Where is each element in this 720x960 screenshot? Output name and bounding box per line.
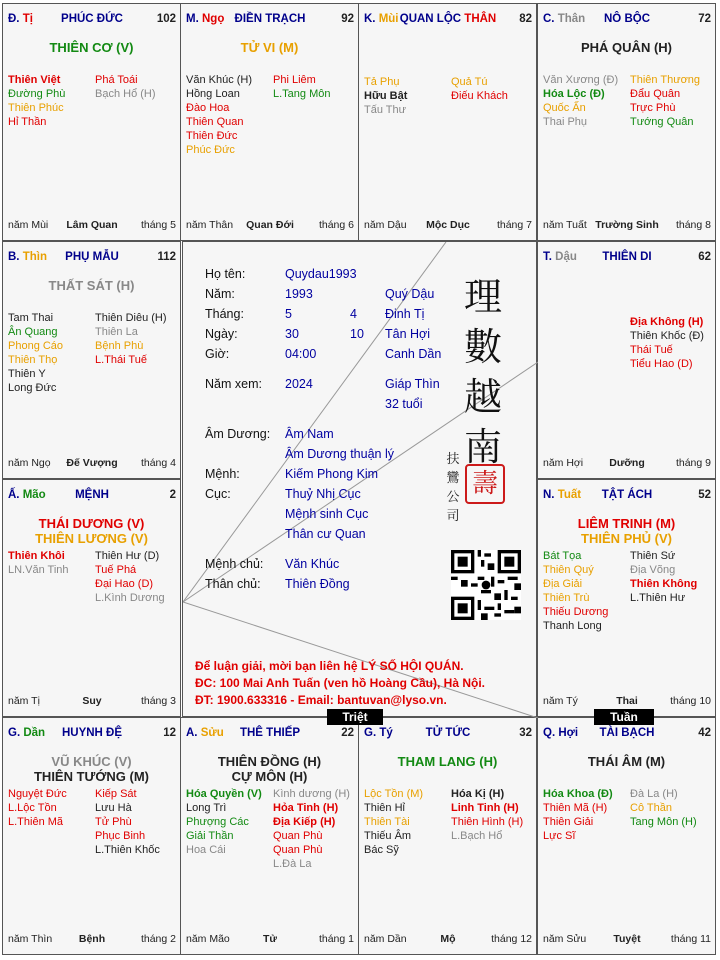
branch-label: Ấ. Mão bbox=[8, 489, 46, 501]
star-item: Quan Phù bbox=[273, 844, 323, 856]
star-item: Văn Xương (Đ) bbox=[543, 74, 619, 86]
star-item: Long Đức bbox=[8, 382, 57, 394]
stars-left bbox=[8, 787, 67, 829]
main-stars bbox=[3, 40, 180, 55]
year-label: năm Mão bbox=[186, 933, 230, 945]
star-item: Hoa Cái bbox=[186, 844, 226, 856]
calligraphy-subtext: 扶 鸞 公 司 bbox=[446, 452, 460, 524]
star-item: L.Kình Dương bbox=[95, 592, 165, 604]
horoscope-chart bbox=[2, 3, 716, 957]
bureau-value: Thuỷ Nhị Cục bbox=[285, 487, 361, 501]
palace-number: 52 bbox=[698, 489, 711, 501]
branch-label: K. Mùi bbox=[364, 13, 399, 25]
star-item: Phúc Đức bbox=[186, 144, 235, 156]
star-item: Thanh Long bbox=[543, 620, 602, 632]
star-item: Bệnh Phù bbox=[95, 340, 144, 352]
year-label: năm Dần bbox=[364, 933, 407, 945]
main-stars bbox=[3, 754, 180, 784]
month-canchi: Đinh Tị bbox=[385, 307, 425, 321]
stars-left bbox=[364, 787, 423, 857]
year-label: năm Hợi bbox=[543, 457, 584, 469]
star-item: Đẩu Quân bbox=[630, 88, 681, 100]
month-label: tháng 9 bbox=[675, 457, 711, 469]
stars-left bbox=[543, 549, 608, 633]
star-item: Tả Phụ bbox=[364, 76, 400, 88]
star-item: Hóa Khoa (Đ) bbox=[543, 788, 613, 800]
palace-number: 42 bbox=[698, 727, 711, 739]
main-star: VŨ KHÚC (V) bbox=[51, 754, 132, 769]
month-label: tháng 11 bbox=[670, 933, 711, 945]
star-item: Kình dương (H) bbox=[273, 788, 350, 800]
stage-label: Trường Sinh bbox=[595, 219, 659, 231]
stage-label: Bệnh bbox=[78, 933, 106, 945]
palace-number: 102 bbox=[156, 13, 176, 25]
star-item: Thiên Tài bbox=[364, 816, 410, 828]
month-label: tháng 6 bbox=[318, 219, 354, 231]
year-canchi: Quý Dậu bbox=[385, 287, 435, 301]
star-item: Thai Phụ bbox=[543, 116, 588, 128]
contact-line-3: ĐT: 1900.633316 - Email: bantuvan@lyso.vn. bbox=[195, 693, 447, 707]
star-item: Long Trì bbox=[186, 802, 227, 814]
destiny-value: Kiếm Phong Kim bbox=[285, 467, 379, 481]
star-item: L.Thiên Mã bbox=[8, 816, 64, 828]
star-item: Phi Liêm bbox=[273, 74, 316, 86]
main-star: THIÊN PHỦ (V) bbox=[581, 531, 672, 546]
star-item: Thiên Giải bbox=[543, 816, 594, 828]
year-label: Năm: bbox=[205, 287, 235, 301]
main-star: LIÊM TRINH (M) bbox=[577, 516, 676, 531]
star-item: Tuế Phá bbox=[95, 564, 137, 576]
palace-than bbox=[537, 3, 716, 241]
star-item: Phượng Các bbox=[186, 816, 249, 828]
star-item: Phong Cáo bbox=[8, 340, 64, 352]
stars-right bbox=[630, 73, 700, 129]
triet-tag: Triệt bbox=[327, 709, 383, 725]
main-stars bbox=[3, 278, 180, 293]
year-label: năm Sửu bbox=[543, 933, 587, 945]
year-label: năm Mùi bbox=[8, 219, 49, 231]
view-year-label: Năm xem: bbox=[205, 377, 262, 391]
star-item: Nguyệt Đức bbox=[8, 788, 67, 800]
stars-left bbox=[8, 73, 65, 129]
branch-label: Q. Hợi bbox=[543, 727, 579, 739]
stars-left bbox=[186, 73, 252, 157]
month-label: tháng 2 bbox=[140, 933, 176, 945]
star-item: Tang Môn (H) bbox=[630, 816, 697, 828]
stars-right bbox=[95, 549, 165, 605]
view-year-canchi: Giáp Thìn bbox=[385, 377, 440, 391]
star-item: Thiên Trù bbox=[543, 592, 590, 604]
yin-yang-value: Âm Nam bbox=[285, 427, 334, 441]
star-item: Lực Sĩ bbox=[543, 830, 576, 842]
star-item: Thiên Hư (D) bbox=[95, 550, 160, 562]
stars-right bbox=[95, 311, 167, 367]
palace-ti bbox=[2, 3, 181, 241]
month-label: Tháng: bbox=[205, 307, 244, 321]
name-label: Họ tên: bbox=[205, 267, 246, 281]
center-info-panel bbox=[182, 241, 537, 717]
star-item: Hồng Loan bbox=[186, 88, 240, 100]
stars-right bbox=[273, 73, 330, 101]
year-value: 1993 bbox=[285, 287, 313, 301]
palace-number: 32 bbox=[519, 727, 532, 739]
star-item: L.Tang Môn bbox=[273, 88, 331, 100]
palace-name: HUYNH ĐỆ bbox=[61, 727, 123, 739]
star-item: Lưu Hà bbox=[95, 802, 132, 814]
star-item: Địa Võng bbox=[630, 564, 676, 576]
than-marker: THÂN bbox=[464, 13, 497, 25]
main-stars bbox=[3, 516, 180, 546]
qr-code-icon[interactable] bbox=[451, 550, 521, 620]
palace-name: TẬT ÁCH bbox=[601, 489, 653, 501]
star-item: Đường Phù bbox=[8, 88, 66, 100]
star-item: Hóa Lộc (Đ) bbox=[543, 88, 605, 100]
year-label: năm Thìn bbox=[8, 933, 53, 945]
star-item: Kiếp Sát bbox=[95, 788, 137, 800]
star-item: L.Thiên Hư bbox=[630, 592, 686, 604]
year-label: năm Tý bbox=[543, 695, 578, 707]
body-ruler-value: Thiên Đồng bbox=[285, 577, 350, 591]
month-label: tháng 4 bbox=[140, 457, 176, 469]
month-lunar: 4 bbox=[350, 307, 357, 321]
star-item: L.Bạch Hổ bbox=[451, 830, 503, 842]
palace-hoi bbox=[537, 717, 716, 955]
star-item: Cô Thần bbox=[630, 802, 672, 814]
star-item: Địa Kiếp (H) bbox=[273, 816, 336, 828]
month-label: tháng 3 bbox=[140, 695, 176, 707]
bureau-label: Cục: bbox=[205, 487, 231, 501]
palace-mui bbox=[358, 3, 537, 241]
star-item: Thiên Quý bbox=[543, 564, 594, 576]
star-item: Tướng Quân bbox=[630, 116, 694, 128]
star-item: Thiên Hình (H) bbox=[451, 816, 524, 828]
star-item: Hỏa Tinh (H) bbox=[273, 802, 339, 814]
body-ruler-label: Thân chủ: bbox=[205, 577, 261, 591]
name-value: Quydau1993 bbox=[285, 267, 357, 281]
main-stars bbox=[538, 40, 715, 55]
month-label: tháng 7 bbox=[496, 219, 532, 231]
star-item: Ân Quang bbox=[8, 326, 58, 338]
branch-label: G. Dần bbox=[8, 727, 46, 739]
star-item: Thiên Sứ bbox=[630, 550, 676, 562]
branch-label: T. Dậu bbox=[543, 251, 577, 263]
main-star: THAM LANG (H) bbox=[397, 754, 498, 769]
stage-label: Suy bbox=[82, 695, 102, 707]
stars-left bbox=[364, 75, 407, 117]
palace-name: MỆNH bbox=[75, 489, 109, 501]
year-label: năm Tị bbox=[8, 695, 40, 707]
branch-label: Đ. Tị bbox=[8, 13, 33, 25]
main-star: TỬ VI (M) bbox=[240, 40, 299, 55]
star-item: Tam Thai bbox=[8, 312, 54, 324]
stars-right bbox=[630, 315, 704, 371]
palace-name: PHỤ MẪU bbox=[65, 251, 119, 263]
star-item: Thiên Quan bbox=[186, 116, 244, 128]
star-item: Thiên Khốc (Đ) bbox=[630, 330, 704, 342]
palace-ty bbox=[358, 717, 537, 955]
age-value: 32 tuổi bbox=[385, 397, 423, 411]
stars-left bbox=[543, 787, 613, 843]
main-star: PHÁ QUÂN (H) bbox=[581, 40, 672, 55]
palace-number: 92 bbox=[341, 13, 354, 25]
main-star: THIÊN ĐỒNG (H) bbox=[217, 754, 322, 769]
star-item: Địa Không (H) bbox=[630, 316, 704, 328]
day-canchi: Tân Hợi bbox=[385, 327, 431, 341]
palace-number: 2 bbox=[169, 489, 176, 501]
month-label: tháng 8 bbox=[675, 219, 711, 231]
palace-mao bbox=[2, 479, 181, 717]
stars-right bbox=[273, 787, 350, 871]
destiny-ruler-label: Mệnh chủ: bbox=[205, 557, 264, 571]
star-item: Hữu Bật bbox=[364, 90, 408, 102]
star-item: Thiên Diêu (H) bbox=[95, 312, 167, 324]
main-stars bbox=[359, 754, 536, 769]
yin-yang-label: Âm Dương: bbox=[205, 427, 271, 441]
view-year-value: 2024 bbox=[285, 377, 313, 391]
star-item: Đào Hoa bbox=[186, 102, 230, 114]
stars-left bbox=[8, 311, 63, 395]
palace-number: 82 bbox=[519, 13, 532, 25]
red-seal-stamp: 壽 bbox=[465, 464, 505, 504]
star-item: Hỉ Thần bbox=[8, 116, 47, 128]
destiny-ruler-value: Văn Khúc bbox=[285, 557, 340, 571]
month-label: tháng 10 bbox=[670, 695, 711, 707]
branch-label: A. Sửu bbox=[186, 727, 224, 739]
palace-dau bbox=[537, 241, 716, 479]
day-lunar: 10 bbox=[350, 327, 364, 341]
branch-label: C. Thân bbox=[543, 13, 586, 25]
star-item: L.Thiên Khốc bbox=[95, 844, 160, 856]
star-item: Bát Tọa bbox=[543, 550, 582, 562]
branch-label: G. Tý bbox=[364, 727, 393, 739]
hour-canchi: Canh Dần bbox=[385, 347, 442, 361]
stage-label: Dưỡng bbox=[609, 457, 645, 469]
star-item: Hóa Kị (H) bbox=[451, 788, 505, 800]
star-item: LN.Văn Tinh bbox=[8, 564, 69, 576]
star-item: Thiên Mã (H) bbox=[543, 802, 608, 814]
stars-right bbox=[95, 73, 156, 101]
day-label: Ngày: bbox=[205, 327, 238, 341]
destiny-label: Mệnh: bbox=[205, 467, 240, 481]
star-item: Thiên Không bbox=[630, 578, 698, 590]
stars-right bbox=[95, 787, 160, 857]
stage-label: Tuyệt bbox=[613, 933, 641, 945]
star-item: Thiên Thương bbox=[630, 74, 701, 86]
star-item: Tấu Thư bbox=[364, 104, 407, 116]
calligraphy-logo: 理 數 越 南 bbox=[463, 275, 502, 469]
star-item: Quốc Ấn bbox=[543, 102, 586, 114]
stars-left bbox=[543, 73, 618, 129]
main-stars bbox=[181, 40, 358, 55]
main-star: THÁI ÂM (M) bbox=[587, 754, 666, 769]
main-stars bbox=[181, 754, 358, 784]
year-label: năm Ngọ bbox=[8, 457, 51, 469]
star-item: L.Đà La bbox=[273, 858, 312, 870]
star-item: Bác Sỹ bbox=[364, 844, 399, 856]
star-item: Thiên Thọ bbox=[8, 354, 58, 366]
month-value: 5 bbox=[285, 307, 292, 321]
main-stars bbox=[538, 516, 715, 546]
star-item: Điếu Khách bbox=[451, 90, 508, 102]
day-value: 30 bbox=[285, 327, 299, 341]
star-item: Thiên Y bbox=[8, 368, 46, 380]
palace-dan bbox=[2, 717, 181, 955]
month-label: tháng 1 bbox=[318, 933, 354, 945]
palace-name: NÔ BỘC bbox=[604, 13, 650, 25]
star-item: Thiếu Âm bbox=[364, 830, 412, 842]
stage-label: Mộc Dục bbox=[426, 219, 470, 231]
contact-line-2: ĐC: 100 Mai Anh Tuấn (ven hồ Hoàng Cầu), Hà Nội. bbox=[195, 676, 486, 690]
palace-tuat bbox=[537, 479, 716, 717]
star-item: Thiên La bbox=[95, 326, 138, 338]
palace-name: THÊ THIẾP bbox=[239, 727, 301, 739]
main-star: THẤT SÁT (H) bbox=[48, 278, 135, 293]
stage-label: Thai bbox=[616, 695, 638, 707]
star-item: Phục Binh bbox=[95, 830, 146, 842]
year-label: năm Tuất bbox=[543, 219, 587, 231]
palace-ngo bbox=[180, 3, 359, 241]
star-item: Linh Tinh (H) bbox=[451, 802, 519, 814]
month-label: tháng 12 bbox=[491, 933, 532, 945]
palace-number: 72 bbox=[698, 13, 711, 25]
star-item: Đà La (H) bbox=[630, 788, 678, 800]
contact-info bbox=[195, 658, 485, 709]
star-item: Thiên Phúc bbox=[8, 102, 64, 114]
palace-name: TÀI BẠCH bbox=[599, 727, 655, 739]
stars-right bbox=[630, 787, 697, 829]
stars-left bbox=[8, 549, 69, 577]
star-item: Tử Phù bbox=[95, 816, 132, 828]
branch-label: N. Tuất bbox=[543, 489, 582, 501]
palace-number: 22 bbox=[341, 727, 354, 739]
palace-name: PHÚC ĐỨC bbox=[61, 13, 123, 25]
month-label: tháng 5 bbox=[140, 219, 176, 231]
star-item: Tiểu Hao (D) bbox=[630, 358, 693, 370]
star-item: L.Thái Tuế bbox=[95, 354, 147, 366]
stage-label: Tử bbox=[262, 933, 278, 945]
stage-label: Lâm Quan bbox=[66, 219, 118, 231]
star-item: Trực Phù bbox=[630, 102, 676, 114]
star-item: Thiếu Dương bbox=[543, 606, 609, 618]
tuan-tag: Tuần bbox=[594, 709, 654, 725]
year-label: năm Thân bbox=[186, 219, 234, 231]
star-item: Phá Toái bbox=[95, 74, 138, 86]
star-item: Địa Giải bbox=[543, 578, 583, 590]
palace-suu bbox=[180, 717, 359, 955]
star-item: Quả Tú bbox=[451, 76, 488, 88]
stars-right bbox=[630, 549, 697, 605]
stars-right bbox=[451, 75, 508, 103]
main-star: THIÊN CƠ (V) bbox=[49, 40, 134, 55]
star-item: Văn Khúc (H) bbox=[186, 74, 253, 86]
stage-label: Đế Vượng bbox=[66, 457, 118, 469]
branch-label: M. Ngọ bbox=[186, 13, 225, 25]
bureau-note-2: Thân cư Quan bbox=[285, 527, 366, 541]
palace-number: 62 bbox=[698, 251, 711, 263]
star-item: Lộc Tồn (M) bbox=[364, 788, 424, 800]
contact-line-1: Để luận giải, mời bạn liên hệ LÝ SỐ HỘI QUÁN. bbox=[195, 659, 464, 673]
palace-name: THIÊN DI bbox=[602, 251, 652, 263]
hour-value: 04:00 bbox=[285, 347, 317, 361]
stars-right bbox=[451, 787, 523, 843]
palace-thin bbox=[2, 241, 181, 479]
palace-number: 12 bbox=[163, 727, 176, 739]
star-item: Hóa Quyền (V) bbox=[186, 788, 262, 800]
main-star: THIÊN LƯƠNG (V) bbox=[35, 531, 148, 546]
star-item: L.Lộc Tồn bbox=[8, 802, 57, 814]
bureau-note-1: Mệnh sinh Cục bbox=[285, 507, 369, 521]
palace-name: QUAN LỘC THÂN bbox=[399, 13, 497, 25]
palace-name: TỬ TỨC bbox=[425, 727, 471, 739]
palace-number: 112 bbox=[157, 251, 176, 263]
hour-label: Giờ: bbox=[205, 347, 230, 361]
star-item: Đại Hao (D) bbox=[95, 578, 154, 590]
main-star: THÁI DƯƠNG (V) bbox=[38, 516, 145, 531]
star-item: Thiên Đức bbox=[186, 130, 238, 142]
star-item: Giải Thần bbox=[186, 830, 234, 842]
palace-name: ĐIỀN TRẠCH bbox=[234, 13, 306, 25]
star-item: Thiên Khôi bbox=[8, 550, 65, 562]
star-item: Thiên Hỉ bbox=[364, 802, 405, 814]
main-star: THIÊN TƯỚNG (M) bbox=[33, 769, 150, 784]
branch-label: B. Thìn bbox=[8, 251, 47, 263]
star-item: Thiên Việt bbox=[8, 74, 61, 86]
year-label: năm Dậu bbox=[364, 219, 407, 231]
stage-label: Mộ bbox=[440, 933, 456, 945]
yin-yang-note: Âm Dương thuận lý bbox=[285, 447, 394, 461]
main-stars bbox=[538, 754, 715, 769]
star-item: Bạch Hổ (H) bbox=[95, 88, 156, 100]
main-star: CỰ MÔN (H) bbox=[231, 769, 308, 784]
stars-left bbox=[186, 787, 262, 857]
star-item: Quan Phù bbox=[273, 830, 323, 842]
stage-label: Quan Đới bbox=[246, 219, 294, 231]
star-item: Thái Tuế bbox=[630, 344, 673, 356]
